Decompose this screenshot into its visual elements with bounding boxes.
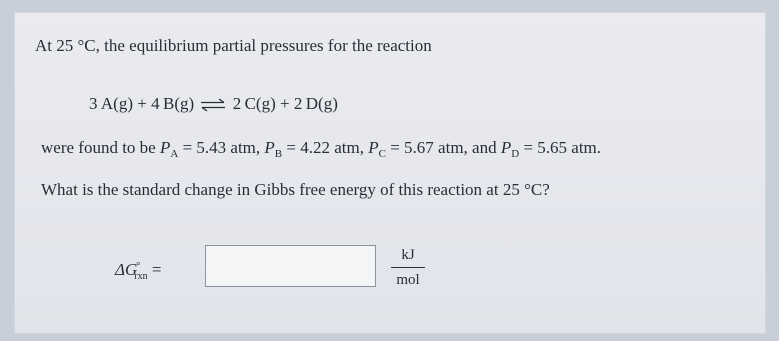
- question-text: What is the standard change in Gibbs free energy of this reaction at 25 °C?: [41, 180, 550, 199]
- problem-intro: At 25 °C, the equilibrium partial pressures for the reaction: [35, 36, 432, 55]
- fraction-bar: [391, 267, 425, 268]
- pressure-b: $P_B = 4.22$ atm,: [264, 138, 364, 160]
- unit-numerator: kJ: [401, 247, 415, 263]
- plus-sign: +: [137, 94, 147, 113]
- delta-g-input[interactable]: [205, 245, 376, 287]
- reactant-a: 3 A(g): [89, 94, 134, 113]
- reactant-b: 4 B(g): [151, 94, 195, 113]
- partial-pressures-line: [41, 137, 601, 165]
- delta-g-label: $\Delta G^\circ_{rxn}$ =: [115, 260, 162, 282]
- equilibrium-arrow-icon: [200, 98, 226, 112]
- values-prefix: were found to be: [41, 138, 160, 157]
- plus-sign: +: [280, 94, 290, 113]
- product-c: 2 C(g): [232, 94, 276, 113]
- pressure-c: $P_C = 5.67$ atm, and: [368, 138, 497, 160]
- product-d: 2 D(g): [293, 94, 338, 113]
- pressure-d: $P_D = 5.65$ atm.: [500, 138, 602, 160]
- pressure-a: $P_A = 5.43$ atm,: [159, 138, 261, 160]
- question-card: [14, 12, 766, 334]
- unit-fraction: [389, 246, 427, 289]
- unit-denominator: mol: [396, 272, 420, 288]
- reaction-equation: [89, 93, 338, 115]
